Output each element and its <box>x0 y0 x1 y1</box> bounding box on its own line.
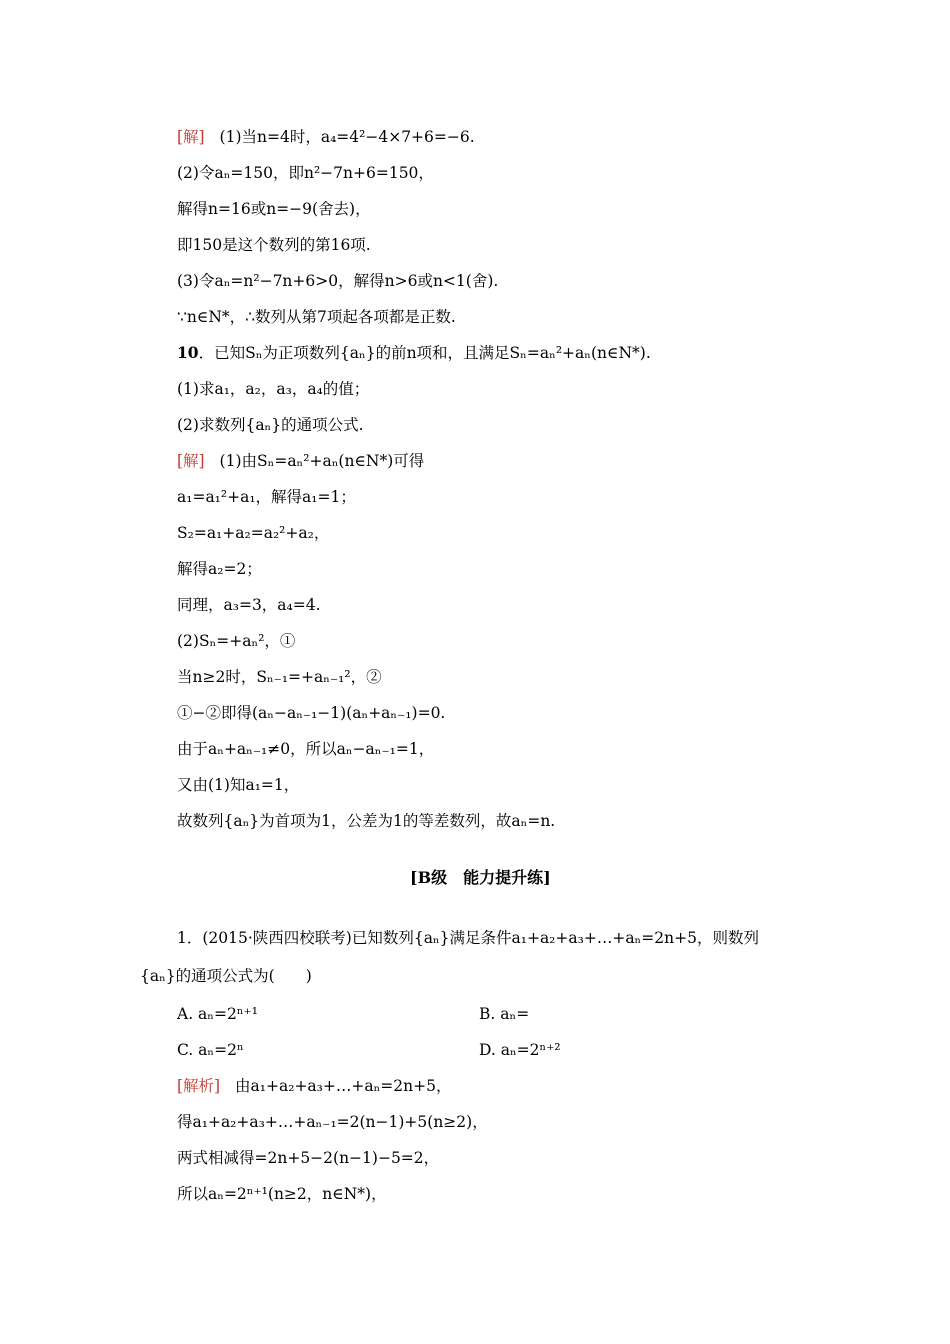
problem-1-stem-line-2: {aₙ}的通项公式为( ) <box>140 967 312 985</box>
solution-text: (1)由Sₙ=aₙ²+aₙ(n∈N*)可得 <box>219 452 425 470</box>
solution-line-1 <box>177 127 475 149</box>
problem-10-q1: (1)求a₁，a₂，a₃，a₄的值； <box>177 380 370 398</box>
problem-10-solution-line-4: 解得a₂=2； <box>177 560 262 578</box>
option-d[interactable]: D. aₙ=2ⁿ⁺² <box>479 1041 561 1059</box>
problem-10-solution-line-10: 又由(1)知a₁=1， <box>177 776 300 794</box>
solution-tag: [解] <box>177 452 205 470</box>
section-b-heading: [B级 能力提升练] <box>410 868 551 887</box>
problem-1-stem-line-1: 1．(2015·陕西四校联考)已知数列{aₙ}满足条件a₁+a₂+a₃+…+aₙ=2n+5，则数列 <box>177 929 759 947</box>
problem-stem-text: ．已知Sₙ为正项数列{aₙ}的前n项和，且满足Sₙ=aₙ²+aₙ(n∈N*). <box>198 344 651 362</box>
option-a[interactable]: A. aₙ=2ⁿ⁺¹ <box>177 1005 258 1023</box>
solution-text: (1)当n=4时，a₄=4²−4×7+6=−6. <box>219 128 475 146</box>
analysis-line-1 <box>177 1076 452 1098</box>
solution-line-4: 即150是这个数列的第16项. <box>177 236 371 254</box>
option-b[interactable]: B. aₙ= <box>479 1005 530 1023</box>
problem-10-solution-line-3: S₂=a₁+a₂=a₂²+a₂， <box>177 524 330 542</box>
problem-10-solution-line-2: a₁=a₁²+a₁，解得a₁=1； <box>177 488 356 506</box>
solution-line-2: (2)令aₙ=150，即n²−7n+6=150， <box>177 164 434 182</box>
problem-number: 10 <box>177 343 199 362</box>
analysis-tag: [解析] <box>177 1077 221 1095</box>
problem-10-solution-line-11: 故数列{aₙ}为首项为1，公差为1的等差数列，故aₙ=n. <box>177 812 556 830</box>
problem-10-q2: (2)求数列{aₙ}的通项公式. <box>177 416 364 434</box>
problem-10-solution-line-7: 当n≥2时，Sₙ₋₁=+aₙ₋₁²，② <box>177 668 382 686</box>
problem-10-solution-line-1 <box>177 451 424 473</box>
problem-10-solution-line-9: 由于aₙ+aₙ₋₁≠0，所以aₙ−aₙ₋₁=1， <box>177 740 435 758</box>
analysis-line-4: 所以aₙ=2ⁿ⁺¹(n≥2，n∈N*)， <box>177 1185 387 1203</box>
solution-tag: [解] <box>177 128 205 146</box>
analysis-line-3: 两式相减得=2n+5−2(n−1)−5=2， <box>177 1149 440 1167</box>
problem-10-solution-line-8: ①−②即得(aₙ−aₙ₋₁−1)(aₙ+aₙ₋₁)=0. <box>177 704 446 722</box>
solution-line-6: ∵n∈N*，∴数列从第7项起各项都是正数. <box>177 308 456 326</box>
problem-10-stem <box>177 343 651 365</box>
analysis-text: 由a₁+a₂+a₃+…+aₙ=2n+5， <box>235 1077 452 1095</box>
solution-line-5: (3)令aₙ=n²−7n+6>0，解得n>6或n<1(舍). <box>177 272 499 290</box>
option-c[interactable]: C. aₙ=2ⁿ <box>177 1041 244 1059</box>
problem-10-solution-line-5: 同理，a₃=3，a₄=4. <box>177 596 321 614</box>
solution-line-3: 解得n=16或n=−9(舍去)， <box>177 200 371 218</box>
problem-10-solution-line-6: (2)Sₙ=+aₙ²，① <box>177 632 296 650</box>
analysis-line-2: 得a₁+a₂+a₃+…+aₙ₋₁=2(n−1)+5(n≥2)， <box>177 1113 488 1131</box>
